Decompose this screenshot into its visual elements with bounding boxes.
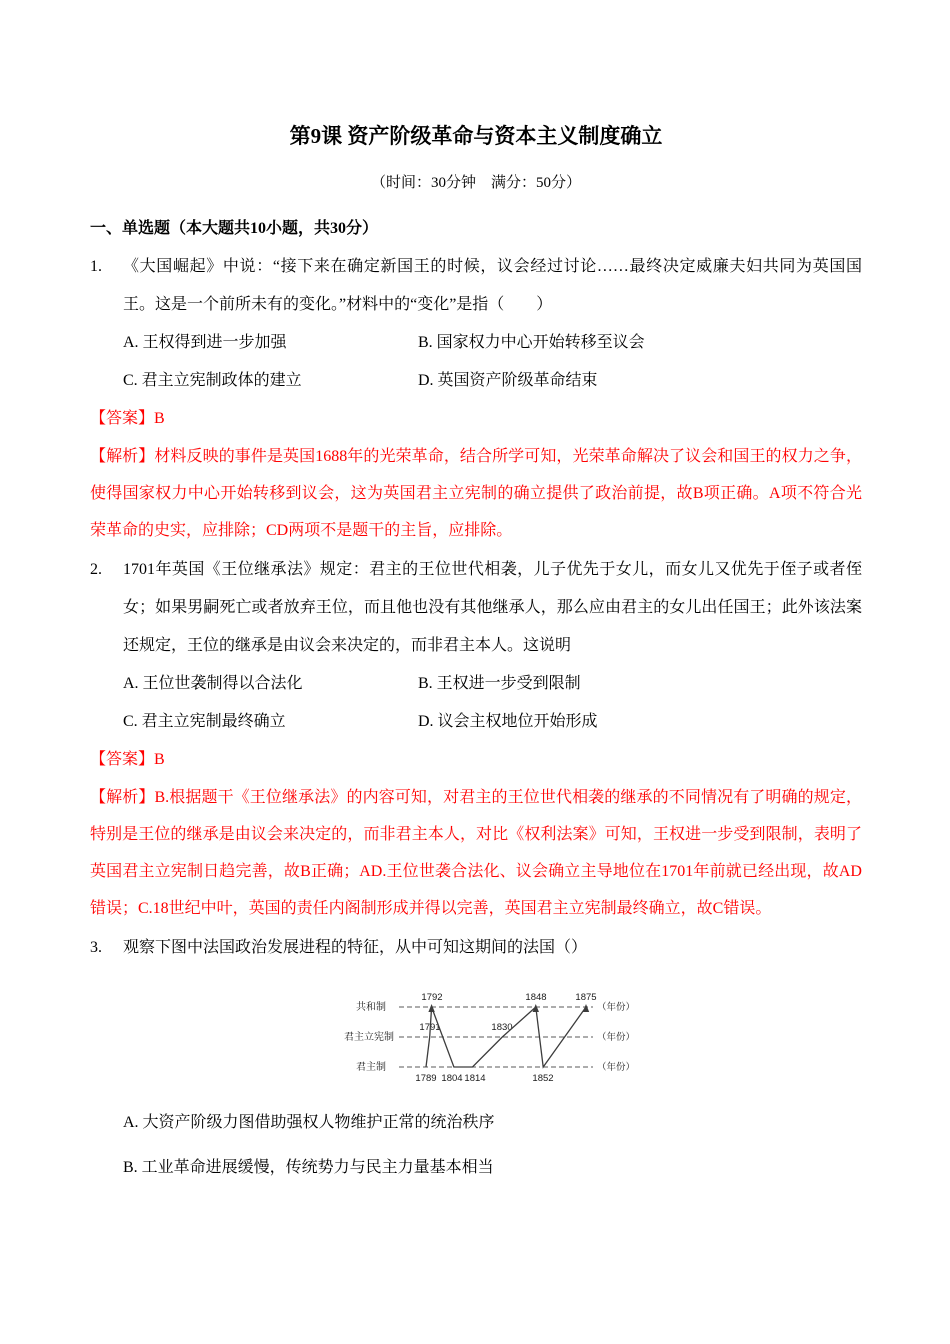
question-1-options [123, 324, 862, 400]
option-a: A. 大资产阶级力图借助强权人物维护正常的统治秩序 [123, 1114, 495, 1131]
arrowhead-up-icon [428, 1004, 434, 1012]
question-2-stem-row [90, 551, 862, 665]
axis-unit-label: （年份） [597, 1032, 636, 1043]
year-label: 1848 [525, 992, 547, 1003]
question-number: 1. [90, 258, 102, 275]
option-a: A. 王权得到进一步加强 [123, 334, 287, 351]
doc-subtitle: （时间：30分钟 满分：50分） [370, 175, 581, 191]
france-chart-svg [341, 983, 663, 1091]
question-3 [90, 929, 862, 1187]
question-2-options [123, 665, 862, 741]
answer-line: 【答案】B [90, 751, 165, 768]
question-stem: 观察下图中法国政治发展进程的特征，从中可知这期间的法国（） [123, 939, 588, 956]
question-number: 3. [90, 939, 102, 956]
option-b: B. 工业革命进展缓慢，传统势力与民主力量基本相当 [123, 1159, 494, 1176]
question-1-stem-row [90, 248, 862, 324]
option-d: D. 议会主权地位开始形成 [418, 713, 598, 730]
option-b: B. 王权进一步受到限制 [418, 675, 581, 692]
answer-line: 【答案】B [90, 410, 165, 427]
question-2 [90, 551, 862, 927]
arrowhead-up-icon [583, 1004, 589, 1012]
option-b: B. 国家权力中心开始转移至议会 [418, 334, 645, 351]
year-label: 1791 [419, 1022, 441, 1033]
option-c: C. 君主立宪制最终确立 [123, 713, 286, 730]
section-header: 一、单选题（本大题共10小题，共30分） [90, 220, 379, 237]
arrowhead-up-icon [533, 1004, 539, 1012]
option-a: A. 王位世袭制得以合法化 [123, 675, 303, 692]
year-label: 1789 [415, 1073, 437, 1084]
question-3-stem-row [90, 929, 862, 967]
analysis-text: 【解析】材料反映的事件是英国1688年的光荣革命，结合所学可知，光荣革命解决了议会和国王的权力之争，使得国家权力中心开始转移到议会，这为英国君主立宪制的确立提供了政治前提，故B项正确。A项不符合光荣革命的史实，应排除；CD两项不是题干的主旨，应排除。 [90, 448, 862, 539]
level-label-monarchy: 君主制 [356, 1062, 386, 1073]
year-label: 1875 [575, 992, 597, 1003]
analysis-text: 【解析】B.根据题干《王位继承法》的内容可知，对君主的王位世代相袭的继承的不同情况有了明确的规定，特别是王位的继承是由议会来决定的，而非君主本人，对比《权利法案》可知，王权进一步受到限制，表明了英国君主立宪制日趋完善，故B正确；AD.王位世袭合法化、议会确立主导地位在1701年前就已经出现，故AD错误；C.18世纪中叶，英国的责任内阁制形成并得以完善，英国君主立宪制最终确立，故C错误。 [90, 789, 862, 917]
question-stem: 《大国崛起》中说：“接下来在确定新国王的时候，议会经过讨论……最终决定威廉夫妇共同为英国国王。这是一个前所未有的变化。”材料中的“变化”是指（ ） [123, 258, 862, 313]
year-label: 1830 [491, 1022, 513, 1033]
option-c: C. 君主立宪制政体的建立 [123, 372, 302, 389]
year-label: 1814 [464, 1073, 486, 1084]
question-1 [90, 248, 862, 549]
year-label: 1852 [532, 1073, 554, 1084]
question-3-options [123, 1104, 862, 1187]
france-politics-chart [90, 967, 862, 1097]
level-label-constitutional-monarchy: 君主立宪制 [344, 1032, 394, 1043]
question-number: 2. [90, 561, 102, 578]
doc-title: 第9课 资产阶级革命与资本主义制度确立 [289, 124, 663, 148]
axis-unit-label: （年份） [597, 1062, 636, 1073]
year-label: 1804 [441, 1073, 463, 1084]
option-d: D. 英国资产阶级革命结束 [418, 372, 598, 389]
axis-unit-label: （年份） [597, 1002, 636, 1013]
level-label-republic: 共和制 [356, 1002, 386, 1013]
question-stem: 1701年英国《王位继承法》规定：君主的王位世代相袭，儿子优先于女儿，而女儿又优先于侄子或者侄女；如果男嗣死亡或者放弃王位，而且他也没有其他继承人，那么应由君主的女儿出任国王；此外该法案还规定，王位的继承是由议会来决定的，而非君主本人。这说明 [123, 561, 862, 654]
year-label: 1792 [421, 992, 443, 1003]
